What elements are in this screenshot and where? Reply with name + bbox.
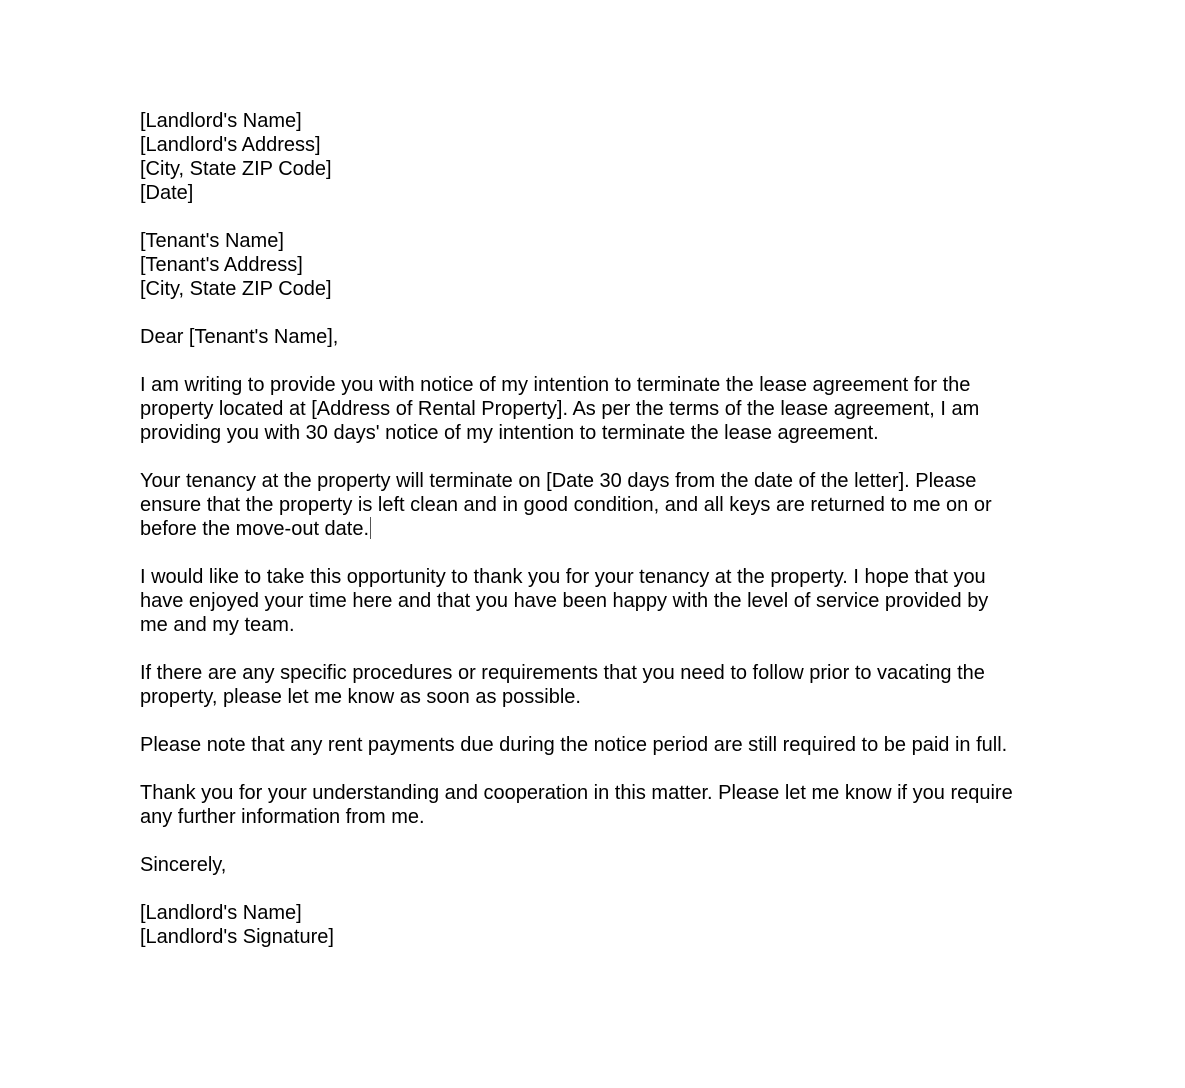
signature-block <box>140 901 1020 949</box>
salutation-block <box>140 325 1020 349</box>
paragraph-closing-remarks <box>140 781 1020 829</box>
paragraph-text <box>140 469 1020 541</box>
letter-body[interactable] <box>140 109 1020 973</box>
closing: Sincerely, <box>140 854 227 876</box>
paragraph-termination-date <box>140 469 1020 541</box>
salutation: Dear [Tenant's Name], <box>140 326 339 348</box>
paragraph-text: Please note that any rent payments due during the notice period are still required to be paid in full. <box>140 734 1008 756</box>
landlord-name: [Landlord's Name] <box>140 110 302 132</box>
paragraph-text: If there are any specific procedures or requirements that you need to follow prior to vacating the property, please let me know as soon as possible. <box>140 662 985 708</box>
landlord-address-block <box>140 109 1020 205</box>
text-cursor <box>370 517 371 539</box>
paragraph-rent <box>140 733 1020 757</box>
letter-date: [Date] <box>140 182 194 204</box>
paragraph-thanks <box>140 565 1020 637</box>
tenant-address: [Tenant's Address] <box>140 254 303 276</box>
paragraph-text-content: Your tenancy at the property will terminate on [Date 30 days from the date of the letter]. Please ensure that the property is left clean and in good condition, and all keys are returned to me on or before the move-out date. <box>140 470 992 540</box>
closing-block <box>140 853 1020 877</box>
landlord-address: [Landlord's Address] <box>140 134 321 156</box>
landlord-city-state-zip: [City, State ZIP Code] <box>140 158 332 180</box>
signature-line: [Landlord's Signature] <box>140 926 334 948</box>
tenant-address-block <box>140 229 1020 301</box>
signature-name: [Landlord's Name] <box>140 902 302 924</box>
tenant-city-state-zip: [City, State ZIP Code] <box>140 278 332 300</box>
paragraph-text: Thank you for your understanding and cooperation in this matter. Please let me know if you require any further information from me. <box>140 782 1013 828</box>
paragraph-text: I am writing to provide you with notice of my intention to terminate the lease agreement for the property located at [Address of Rental Property]. As per the terms of the lease agreement, I am providing you with 30 days' notice of my intention to terminate the lease agreement. <box>140 374 980 444</box>
paragraph-procedures <box>140 661 1020 709</box>
paragraph-text: I would like to take this opportunity to thank you for your tenancy at the property. I hope that you have enjoyed your time here and that you have been happy with the level of service provided by me and my team. <box>140 566 989 636</box>
tenant-name: [Tenant's Name] <box>140 230 284 252</box>
paragraph-notice <box>140 373 1020 445</box>
